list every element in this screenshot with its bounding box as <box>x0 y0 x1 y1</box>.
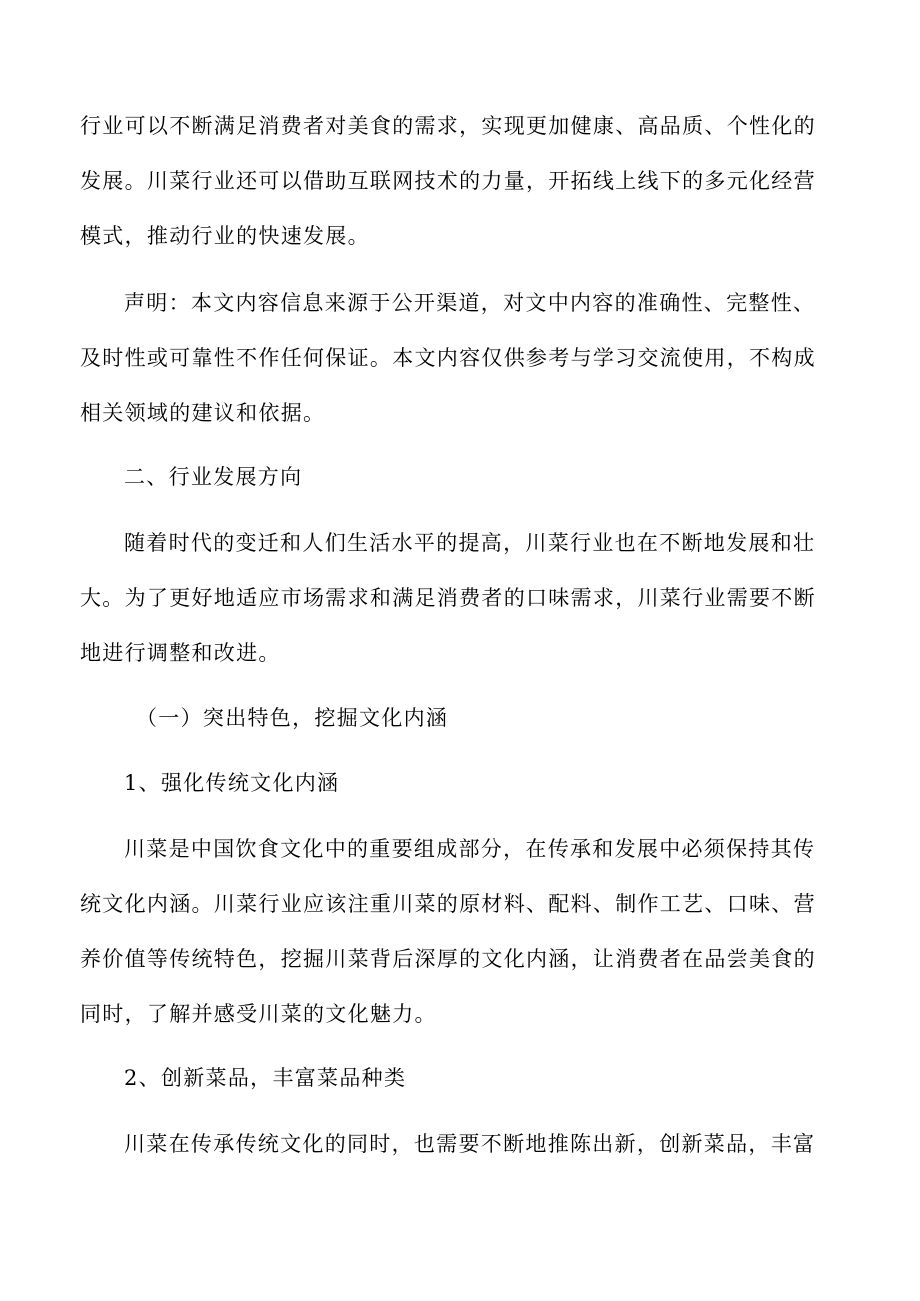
disclaimer-line: 声明：本文内容信息来源于公开渠道，对文中内容的准确性、完整性、 <box>124 291 816 315</box>
paragraph-line: 行业可以不断满足消费者对美食的需求，实现更加健康、高品质、个性化的 <box>80 114 816 138</box>
subsection-heading: （一）突出特色，挖掘文化内涵 <box>136 706 449 730</box>
paragraph-line: 统文化内涵。川菜行业应该注重川菜的原材料、配料、制作工艺、口味、营 <box>80 892 816 916</box>
paragraph-line: 养价值等传统特色，挖掘川菜背后深厚的文化内涵，让消费者在品尝美食的 <box>80 947 816 971</box>
paragraph-line: 同时，了解并感受川菜的文化魅力。 <box>80 1002 437 1026</box>
paragraph-line: 发展。川菜行业还可以借助互联网技术的力量，开拓线上线下的多元化经营 <box>80 169 816 193</box>
paragraph-line: 川菜是中国饮食文化中的重要组成部分，在传承和发展中必须保持其传 <box>124 837 816 861</box>
paragraph-line: 大。为了更好地适应市场需求和满足消费者的口味需求，川菜行业需要不断 <box>80 586 816 610</box>
paragraph-line: 模式，推动行业的快速发展。 <box>80 224 370 248</box>
section-heading: 二、行业发展方向 <box>124 465 303 489</box>
paragraph-line: 地进行调整和改进。 <box>80 641 281 665</box>
item-heading: 1、强化传统文化内涵 <box>124 771 340 795</box>
disclaimer-line: 相关领域的建议和依据。 <box>80 401 326 425</box>
disclaimer-line: 及时性或可靠性不作任何保证。本文内容仅供参考与学习交流使用，不构成 <box>80 346 816 370</box>
item-heading: 2、创新菜品，丰富菜品种类 <box>124 1066 407 1090</box>
paragraph-line: 川菜在传承传统文化的同时，也需要不断地推陈出新，创新菜品，丰富 <box>124 1132 816 1156</box>
paragraph-line: 随着时代的变迁和人们生活水平的提高，川菜行业也在不断地发展和壮 <box>124 531 816 555</box>
